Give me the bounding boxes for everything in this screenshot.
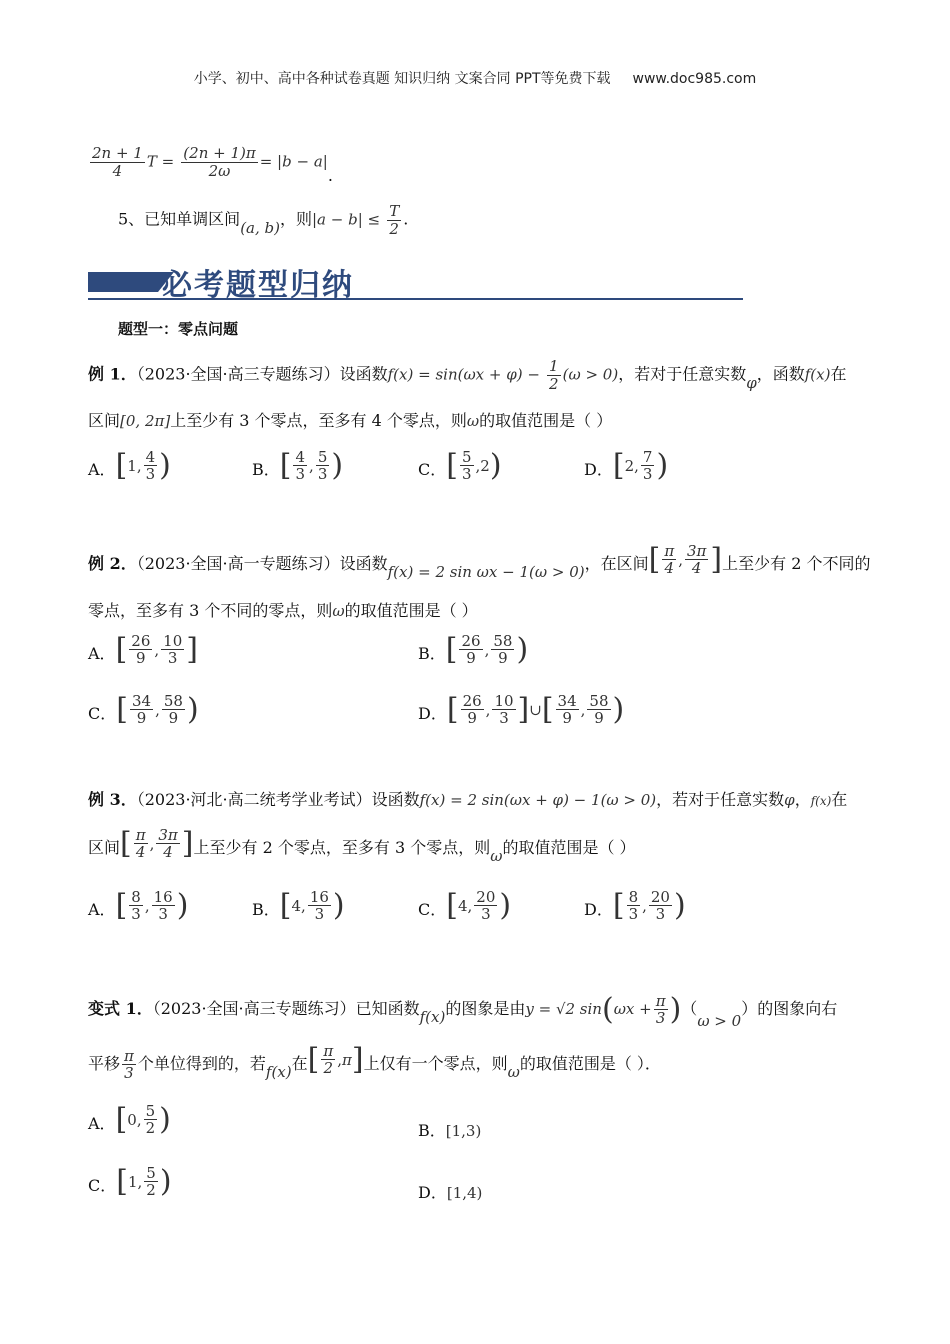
var1-option-c[interactable]: C． [ 1 , $\frac{5}{2}$ ) bbox=[88, 1163, 172, 1199]
example-1-line1: 例 1．（2023·全国·高三专题练习）设函数f(x) = sin(ωx + φ) − $\frac{1}{2}$ (ω > 0)，若对于任意实数φ，函数f(x)在 bbox=[88, 357, 847, 393]
example-1-line2: 区间[0, 2π]上至少有 3 个零点，至多有 4 个零点，则ω的取值范围是（ ） bbox=[88, 411, 613, 430]
variant-1-line1: 变式 1．（2023·全国·高三专题练习）已知函数f(x)的图象是由y = √2 sin(ωx + $\frac{\pi}{3}$ )（ω > 0）的图象向右 bbox=[88, 991, 838, 1030]
type-label: 题型一：零点问题 bbox=[118, 320, 239, 338]
ex2-option-d[interactable]: D． [ $\frac{26}{9}$ , $\frac{10}{3}$ ] ∪ [ $\frac{34}{9}$ , $\frac{58}{9}$ ) bbox=[418, 691, 625, 727]
item-5: 5、已知单调区间(a, b)，则|a − b| ≤ $\frac{T}{2}$ . bbox=[118, 202, 409, 238]
example-3-line2: 区间 [ $\frac{\pi}{4}$ , $\frac{3\pi}{4}$ ] 上至少有 2 个零点，至多有 3 个零点，则ω的取值范围是（ ） bbox=[88, 825, 636, 865]
ex3-option-b[interactable]: B． [ 4 , $\frac{16}{3}$ ) bbox=[252, 887, 345, 923]
site-header bbox=[0, 68, 950, 88]
var1-option-a[interactable]: A． [ 0 , $\frac{5}{2}$ ) bbox=[88, 1101, 171, 1137]
ex2-option-b[interactable]: B． [ $\frac{26}{9}$ , $\frac{58}{9}$ ) bbox=[418, 631, 529, 667]
ex1-option-c[interactable]: C． [ $\frac{5}{3}$ , 2 ) bbox=[418, 447, 502, 483]
section-banner bbox=[88, 262, 748, 302]
example-2-line1: 例 2．（2023·全国·高一专题练习）设函数f(x) = 2 sin ωx − 1(ω > 0)，在区间 [ $\frac{\pi}{4}$ , $\frac{3\pi}{4}$ ] 上至少有 2 个不同的 bbox=[88, 541, 871, 581]
variant-1-line2: 平移 $\frac{\pi}{3}$ 个单位得到的，若f(x)在 [ $\frac{\pi}{2}$ , π ] 上仅有一个零点，则ω的取值范围是（ ）． bbox=[88, 1041, 661, 1082]
ex2-option-c[interactable]: C． [ $\frac{34}{9}$ , $\frac{58}{9}$ ) bbox=[88, 691, 199, 727]
example-3-line1: 例 3．（2023·河北·高二统考学业考试）设函数f(x) = 2 sin(ωx + φ) − 1(ω > 0)，若对于任意实数φ，f(x)在 bbox=[88, 790, 848, 809]
var1-option-d[interactable]: D．[1,4) bbox=[418, 1183, 483, 1202]
formula-top: $\frac{2n + 1}{4}$ T = $\frac{(2n + 1)\pi}{2\omega}$ = |b − a|. bbox=[92, 144, 333, 185]
header-text: 小学、初中、高中各种试卷真题 知识归纳 文案合同 PPT等免费下载 bbox=[193, 71, 611, 87]
ex3-option-c[interactable]: C． [ 4 , $\frac{20}{3}$ ) bbox=[418, 887, 512, 923]
ex2-option-a[interactable]: A． [ $\frac{26}{9}$ , $\frac{10}{3}$ ] bbox=[88, 631, 198, 667]
ex1-option-d[interactable]: D． [ 2 , $\frac{7}{3}$ ) bbox=[584, 447, 669, 483]
header-url[interactable]: www.doc985.com bbox=[632, 71, 757, 87]
var1-option-b[interactable]: B．[1,3) bbox=[418, 1121, 482, 1140]
ex3-option-d[interactable]: D． [ $\frac{8}{3}$ , $\frac{20}{3}$ ) bbox=[584, 887, 686, 923]
ex1-option-b[interactable]: B． [ $\frac{4}{3}$ , $\frac{5}{3}$ ) bbox=[252, 447, 344, 483]
example-2-line2: 零点，至多有 3 个不同的零点，则ω的取值范围是（ ） bbox=[88, 601, 478, 620]
ex3-option-a[interactable]: A． [ $\frac{8}{3}$ , $\frac{16}{3}$ ) bbox=[88, 887, 189, 923]
ex1-option-a[interactable]: A． [ 1 , $\frac{4}{3}$ ) bbox=[88, 447, 171, 483]
section-title: 必考题型归纳 bbox=[162, 268, 354, 303]
